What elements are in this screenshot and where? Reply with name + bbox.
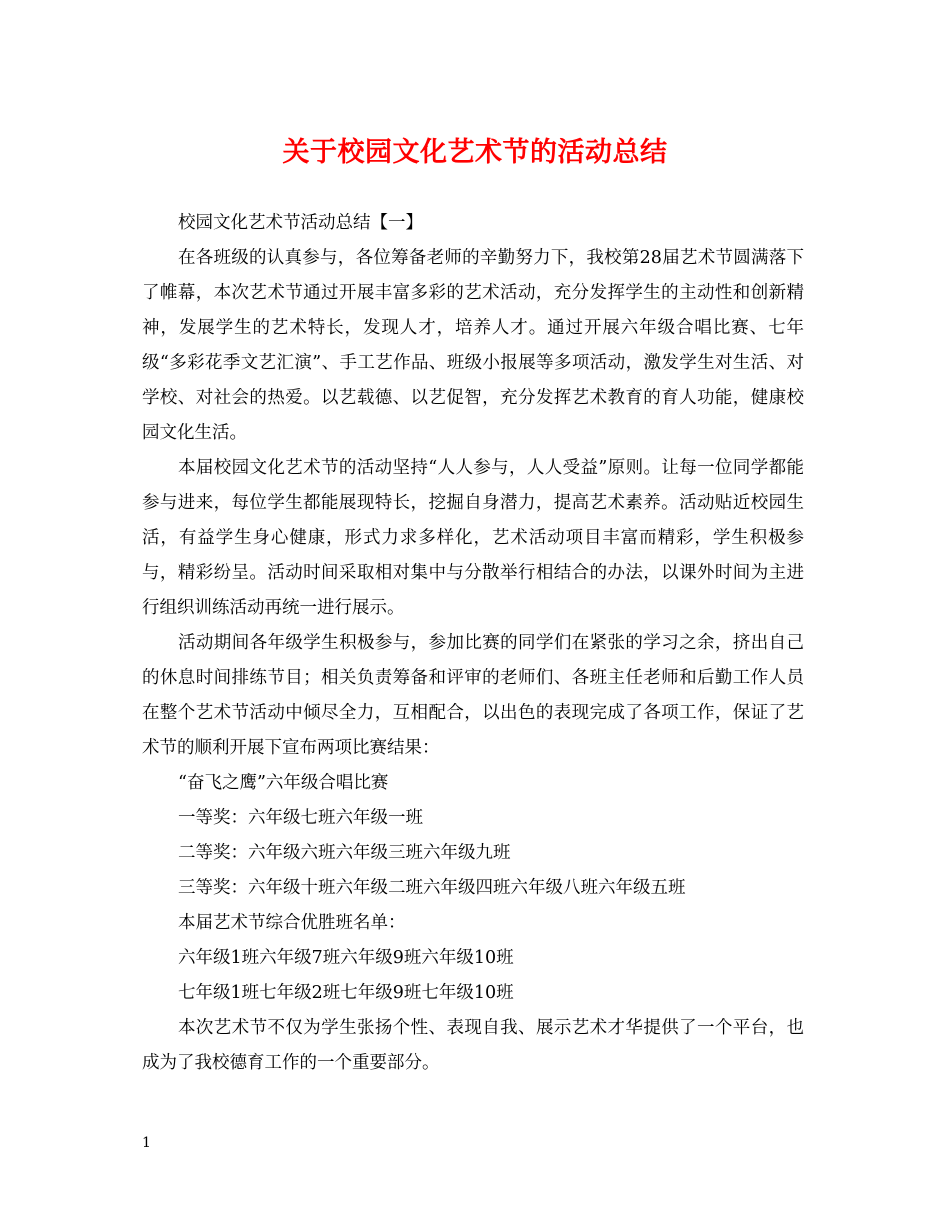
paragraph-activities: 活动期间各年级学生积极参与，参加比赛的同学们在紧张的学习之余，挤出自己的休息时间排练节目；相关负责筹备和评审的老师们、各班主任老师和后勤工作人员在整个艺术节活动中倾尽全力，互相配合，以出色的表现完成了各项工作，保证了艺术节的顺利开展下宣布两项比赛结果： [142,633,804,758]
contest-name: “奋飞之鹰”六年级合唱比赛 [178,773,389,793]
paragraph-intro: 在各班级的认真参与，各位筹备老师的辛勤努力下，我校第28届艺术节圆满落下了帷幕，本次艺术节通过开展丰富多彩的艺术活动，充分发挥学生的主动性和创新精神，发展学生的艺术特长，发现人才，培养人才。通过开展六年级合唱比赛、七年级“多彩花季文艺汇演”、手工艺作品、班级小报展等多项活动，激发学生对生活、对学校、对社会的热爱。以艺载德、以艺促智，充分发挥艺术教育的育人功能，健康校园文化生活。 [142,248,804,443]
paragraph-principle: 本届校园文化艺术节的活动坚持“人人参与，人人受益”原则。让每一位同学都能参与进来，每位学生都能展现特长，挖掘自身潜力，提高艺术素养。活动贴近校园生活，有益学生身心健康，形式力求多样化，艺术活动项目丰富而精彩，学生积极参与，精彩纷呈。活动时间采取相对集中与分散举行相结合的办法，以课外时间为主进行组织训练活动再统一进行展示。 [142,458,804,618]
first-prize: 一等奖：六年级七班六年级一班 [178,808,423,828]
section-heading: 校园文化艺术节活动总结【一】 [178,213,423,233]
document-title: 关于校园文化艺术节的活动总结 [282,137,668,168]
page-number: 1 [142,1135,151,1151]
winners-grade-7: 七年级1班七年级2班七年级9班七年级10班 [178,983,514,1003]
winners-grade-6: 六年级1班六年级7班六年级9班六年级10班 [178,948,514,968]
winners-heading: 本届艺术节综合优胜班名单： [178,913,406,933]
document-body [142,206,804,1081]
paragraph-conclusion: 本次艺术节不仅为学生张扬个性、表现自我、展示艺术才华提供了一个平台，也成为了我校德育工作的一个重要部分。 [142,1018,804,1073]
second-prize: 二等奖：六年级六班六年级三班六年级九班 [178,843,511,863]
third-prize: 三等奖：六年级十班六年级二班六年级四班六年级八班六年级五班 [178,878,686,898]
